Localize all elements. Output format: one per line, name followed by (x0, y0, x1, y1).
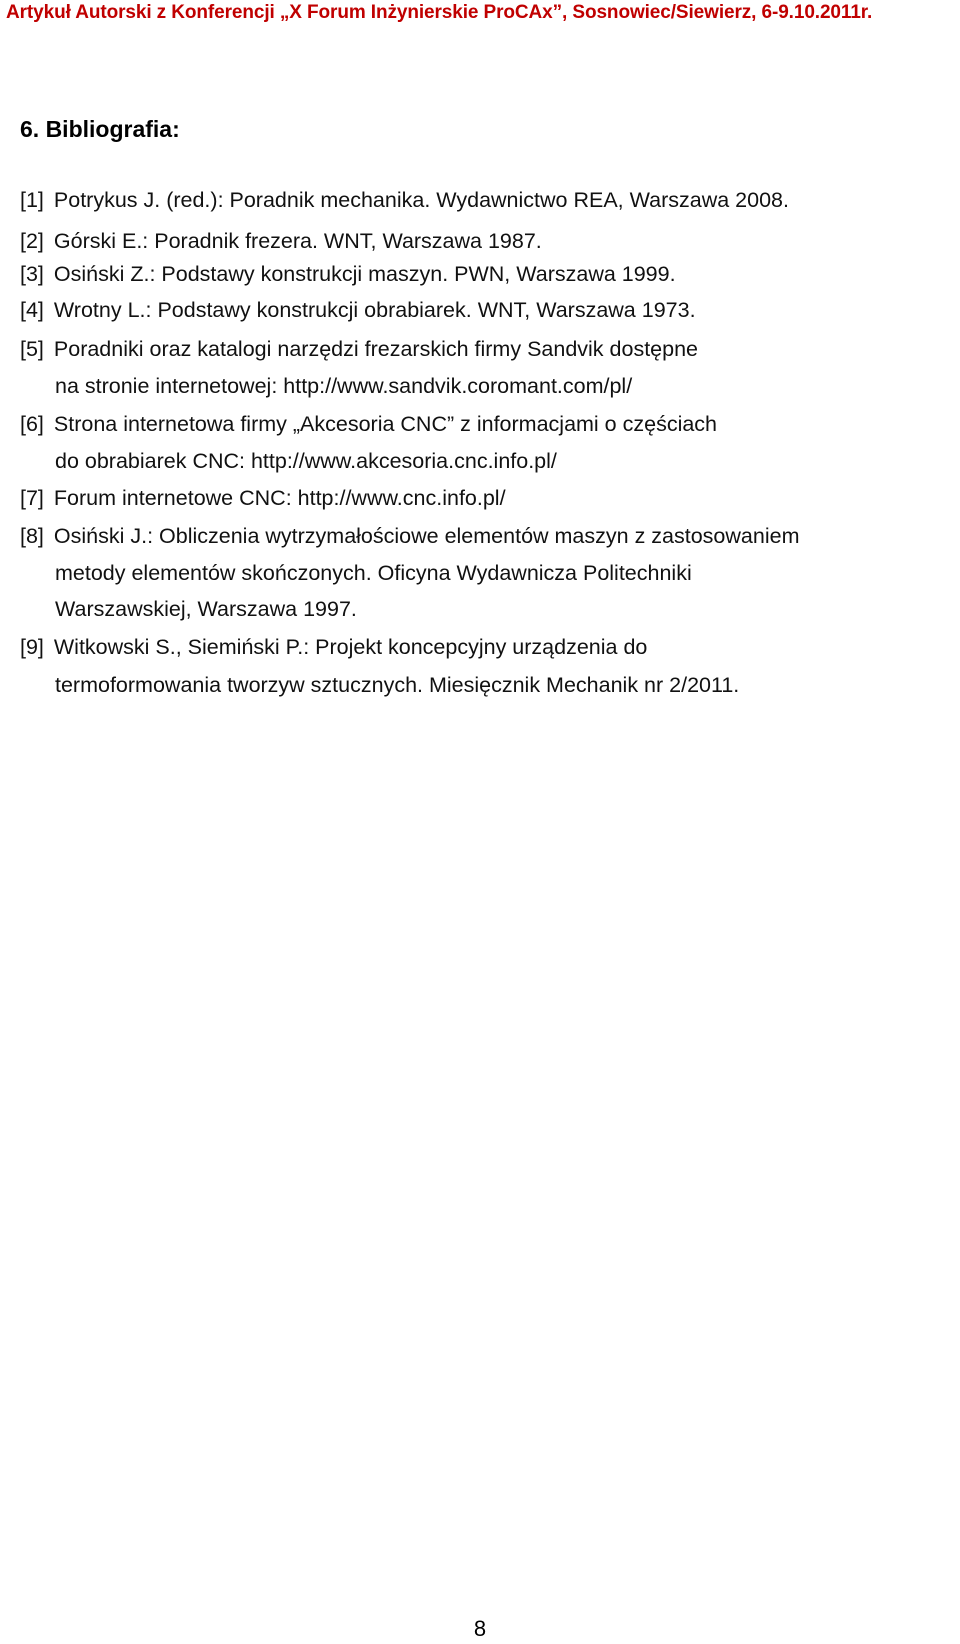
reference-text: Osiński J.: Obliczenia wytrzymałościowe elementów maszyn z zastosowaniem (53, 524, 800, 548)
reference-text: Potrykus J. (red.): Poradnik mechanika. Wydawnictwo REA, Warszawa 2008. (53, 188, 789, 212)
reference-text: Strona internetowa firmy „Akcesoria CNC” z informacjami o częściach (53, 412, 718, 436)
reference-item (20, 635, 647, 660)
reference-text: Poradniki oraz katalogi narzędzi frezarskich firmy Sandvik dostępne (53, 337, 698, 361)
reference-item (20, 298, 696, 323)
reference-text: do obrabiarek CNC: http://www.akcesoria.cnc.info.pl/ (55, 449, 557, 473)
reference-text: Górski E.: Poradnik frezera. WNT, Warszawa 1987. (53, 229, 542, 253)
reference-item (20, 229, 542, 254)
reference-number: [1] (20, 188, 44, 212)
reference-text: Witkowski S., Siemiński P.: Projekt koncepcyjny urządzenia do (53, 635, 648, 659)
reference-text: Forum internetowe CNC: http://www.cnc.info.pl/ (53, 486, 506, 510)
conference-header: Artykuł Autorski z Konferencji „X Forum Inżynierskie ProCAx”, Sosnowiec/Siewierz, 6-9.10.2011r. (6, 2, 873, 23)
reference-text: metody elementów skończonych. Oficyna Wydawnicza Politechniki (55, 561, 692, 585)
reference-item (20, 262, 676, 287)
reference-item (20, 337, 698, 362)
reference-item (20, 412, 717, 437)
reference-text: Osiński Z.: Podstawy konstrukcji maszyn. PWN, Warszawa 1999. (53, 262, 676, 286)
reference-text: termoformowania tworzyw sztucznych. Miesięcznik Mechanik nr 2/2011. (55, 673, 740, 697)
reference-number: [4] (20, 298, 44, 322)
reference-number: [2] (20, 229, 44, 253)
reference-text: Wrotny L.: Podstawy konstrukcji obrabiarek. WNT, Warszawa 1973. (53, 298, 696, 322)
section-title: 6. Bibliografia: (20, 116, 180, 142)
reference-number: [5] (20, 337, 44, 361)
reference-number: [9] (20, 635, 44, 659)
reference-item (20, 524, 799, 549)
reference-number: [7] (20, 486, 44, 510)
reference-number: [6] (20, 412, 44, 436)
reference-number: [8] (20, 524, 44, 548)
reference-item (20, 188, 789, 213)
page-number: 8 (473, 1616, 487, 1641)
reference-text: Warszawskiej, Warszawa 1997. (55, 597, 357, 621)
reference-number: [3] (20, 262, 44, 286)
reference-text: na stronie internetowej: http://www.sandvik.coromant.com/pl/ (55, 374, 633, 398)
reference-item (20, 486, 506, 511)
